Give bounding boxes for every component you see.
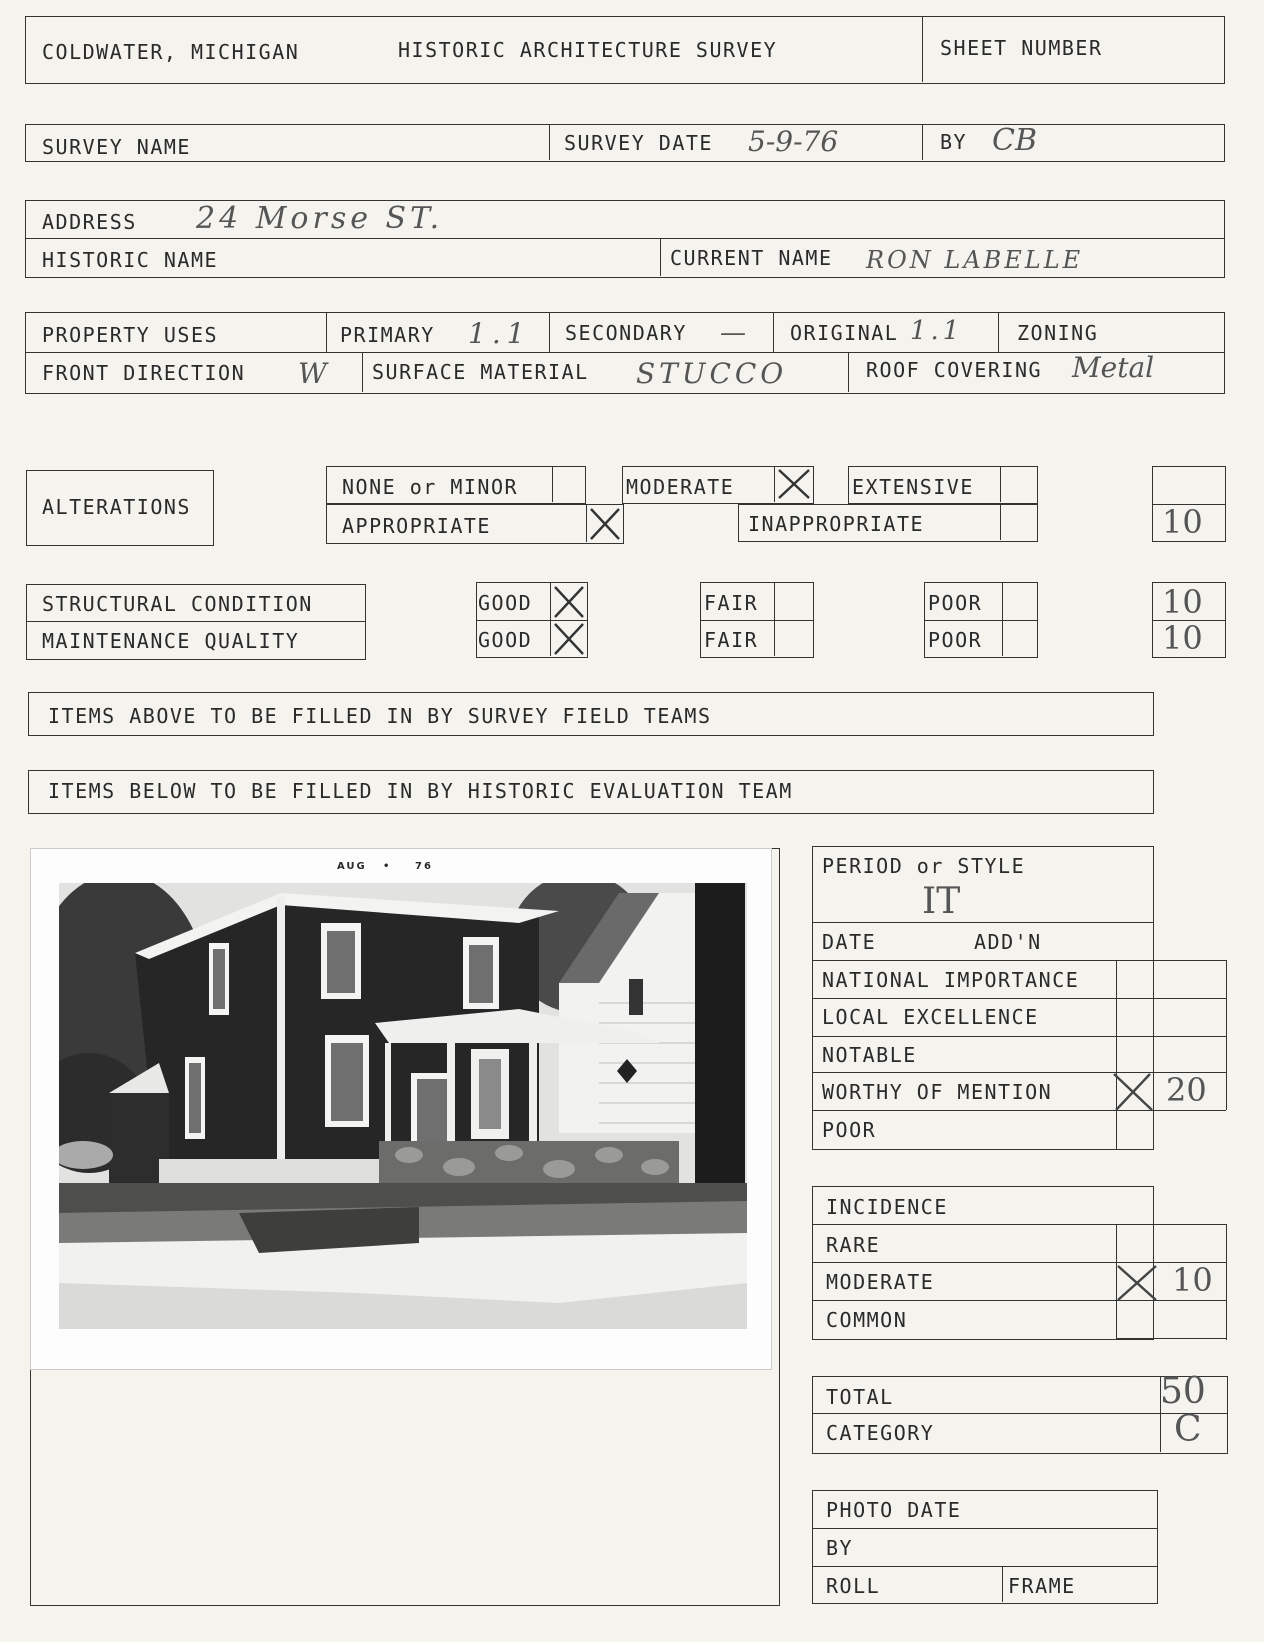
rare-label: RARE: [826, 1233, 881, 1257]
local-excellence-label: LOCAL EXCELLENCE: [822, 1005, 1039, 1029]
inc-score-col-right: [1226, 1224, 1227, 1340]
surface-material-label: SURFACE MATERIAL: [372, 360, 589, 384]
eval-hline-5: [812, 1072, 1226, 1073]
sheet-number-label: SHEET NUMBER: [940, 36, 1103, 60]
total-value: 50: [1160, 1371, 1206, 1412]
alt-moderate-label: MODERATE: [626, 475, 735, 499]
photo-date-label: PHOTO DATE: [826, 1498, 962, 1522]
original-value: 1.1: [910, 316, 964, 346]
property-div-2: [549, 312, 550, 352]
frame-label: FRAME: [1008, 1574, 1076, 1598]
photo-info-hline-2: [812, 1566, 1158, 1567]
good-label-1: GOOD: [478, 591, 533, 615]
eval-score-col: [1116, 960, 1117, 1150]
survey-name-label: SURVEY NAME: [42, 135, 191, 159]
header-city: COLDWATER, MICHIGAN: [42, 40, 300, 64]
address-hline: [25, 238, 1225, 239]
note-above: ITEMS ABOVE TO BE FILLED IN BY SURVEY FIELD TEAMS: [48, 704, 712, 728]
alt-none-cell: [552, 466, 553, 502]
eval-hline-1: [812, 922, 1154, 923]
photo-stamp-dot: •: [383, 861, 392, 872]
front-direction-label: FRONT DIRECTION: [42, 361, 246, 385]
period-value: IT: [922, 881, 961, 922]
good-label-2: GOOD: [478, 628, 533, 652]
secondary-value: —: [720, 318, 746, 348]
inc-moderate-score: 10: [1172, 1261, 1213, 1299]
survey-divider-1: [549, 124, 550, 160]
current-name-label: CURRENT NAME: [670, 246, 833, 270]
fair-label-2: FAIR: [704, 628, 759, 652]
fair-hline: [700, 620, 814, 621]
address-value: 24 Morse ST.: [196, 201, 444, 236]
notable-label: NOTABLE: [822, 1043, 917, 1067]
photo-print: [30, 848, 772, 1370]
original-label: ORIGINAL: [790, 321, 899, 345]
poor-vline: [1002, 582, 1003, 656]
survey-divider-2: [922, 124, 923, 160]
alt-appropriate-label: APPROPRIATE: [342, 514, 491, 538]
inc-hline-1: [812, 1224, 1226, 1225]
property-div-6: [848, 352, 849, 392]
front-direction-value: W: [298, 357, 327, 390]
eval-hline-3: [812, 998, 1226, 999]
secondary-label: SECONDARY: [565, 321, 687, 345]
historic-name-label: HISTORIC NAME: [42, 248, 219, 272]
good-vline: [550, 582, 551, 656]
house-photo: [59, 883, 747, 1329]
survey-by-label: BY: [940, 130, 968, 154]
condition-label-hline: [26, 621, 366, 622]
structural-good-check: [552, 584, 586, 620]
survey-date-label: SURVEY DATE: [564, 131, 713, 155]
eval-hline-2: [812, 960, 1226, 961]
photo-stamp-year: 76: [415, 861, 433, 872]
alt-inappropriate-cell: [1000, 504, 1001, 540]
national-importance-label: NATIONAL IMPORTANCE: [822, 968, 1080, 992]
inc-hline-3: [812, 1300, 1226, 1301]
alterations-label: ALTERATIONS: [42, 495, 191, 519]
zoning-label: ZONING: [1017, 321, 1099, 345]
poor-label-2: POOR: [928, 628, 983, 652]
fair-label-1: FAIR: [704, 591, 759, 615]
alt-moderate-check: [776, 467, 812, 501]
maintenance-score: 10: [1162, 619, 1203, 657]
eval-hline-4: [812, 1036, 1226, 1037]
incidence-label: INCIDENCE: [826, 1195, 948, 1219]
worthy-check: [1110, 1070, 1156, 1114]
header-divider: [922, 16, 923, 82]
property-div-3: [773, 312, 774, 352]
total-label: TOTAL: [826, 1385, 894, 1409]
category-label: CATEGORY: [826, 1421, 935, 1445]
eval-poor-label: POOR: [822, 1118, 877, 1142]
poor-label-1: POOR: [928, 591, 983, 615]
primary-label: PRIMARY: [340, 323, 435, 347]
poor-hline: [924, 620, 1038, 621]
property-div-5: [362, 352, 363, 392]
category-value: C: [1174, 1409, 1202, 1450]
photo-stamp-month: AUG: [337, 861, 367, 872]
alt-extensive-label: EXTENSIVE: [852, 475, 974, 499]
worthy-score: 20: [1166, 1071, 1207, 1109]
alt-score: 10: [1162, 503, 1203, 541]
inc-hline-4: [1116, 1338, 1226, 1339]
eval-addn-label: ADD'N: [974, 930, 1042, 954]
address-label: ADDRESS: [42, 210, 137, 234]
current-name-value: RON LABELLE: [866, 246, 1084, 274]
totals-hline: [812, 1413, 1228, 1414]
inc-moderate-check: [1114, 1262, 1160, 1304]
survey-date-value: 5-9-76: [748, 125, 839, 158]
survey-by-value: CB: [992, 123, 1037, 158]
property-hline: [25, 352, 1225, 353]
eval-score-col-right: [1226, 960, 1227, 1110]
photo-by-label: BY: [826, 1536, 854, 1560]
alt-none-label: NONE or MINOR: [342, 475, 519, 499]
maintenance-good-check: [552, 621, 586, 657]
alt-appropriate-cell: [586, 504, 587, 542]
fair-vline: [774, 582, 775, 656]
alt-inappropriate-label: INAPPROPRIATE: [748, 512, 925, 536]
structural-label: STRUCTURAL CONDITION: [42, 592, 313, 616]
alt-moderate-cell: [774, 466, 775, 502]
alt-extensive-cell: [1000, 466, 1001, 502]
note-below: ITEMS BELOW TO BE FILLED IN BY HISTORIC EVALUATION TEAM: [48, 779, 793, 803]
inc-moderate-label: MODERATE: [826, 1270, 935, 1294]
header-title: HISTORIC ARCHITECTURE SURVEY: [398, 38, 778, 62]
photo-info-vline: [1002, 1566, 1003, 1602]
primary-value: 1.1: [468, 317, 531, 350]
structural-score: 10: [1162, 583, 1203, 621]
maintenance-label: MAINTENANCE QUALITY: [42, 629, 300, 653]
property-div-1: [326, 312, 327, 352]
property-div-4: [998, 312, 999, 352]
inc-hline-2: [812, 1262, 1226, 1263]
eval-date-label: DATE: [822, 930, 877, 954]
roof-covering-value: Metal: [1072, 351, 1155, 384]
address-divider: [660, 238, 661, 276]
property-uses-label: PROPERTY USES: [42, 323, 219, 347]
surface-material-value: STUCCO: [636, 357, 788, 390]
period-label: PERIOD or STYLE: [822, 854, 1026, 878]
eval-hline-6: [812, 1110, 1226, 1111]
roof-covering-label: ROOF COVERING: [866, 358, 1043, 382]
alt-appropriate-check: [588, 506, 622, 542]
photo-info-hline-1: [812, 1528, 1158, 1529]
worthy-label: WORTHY OF MENTION: [822, 1080, 1053, 1104]
common-label: COMMON: [826, 1308, 908, 1332]
roll-label: ROLL: [826, 1574, 881, 1598]
